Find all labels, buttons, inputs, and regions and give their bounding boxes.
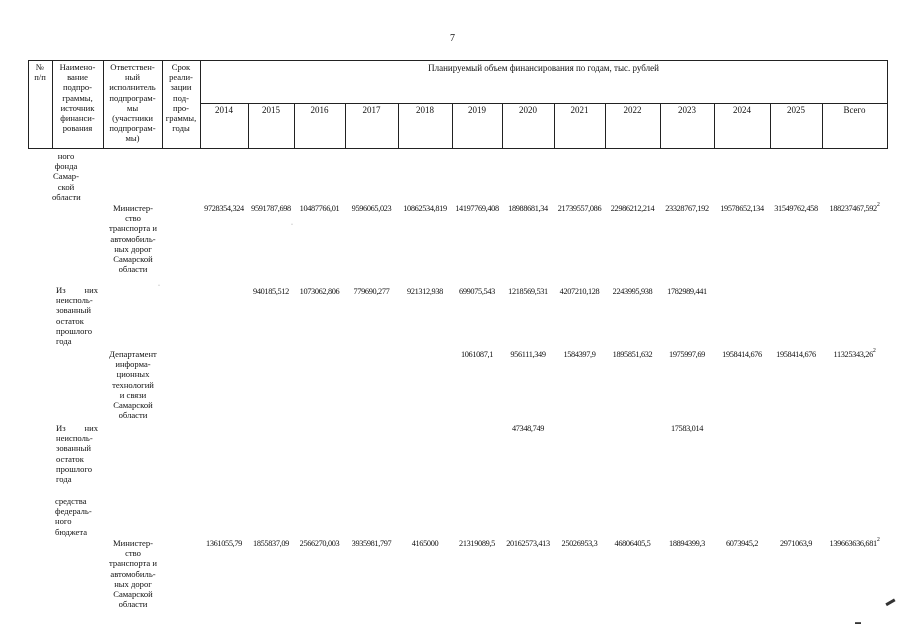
value-cell: 2243995,938 — [612, 287, 653, 296]
value-cell: 1958414,676 — [776, 350, 816, 359]
year-2019: 2019 — [468, 105, 486, 115]
year-2025: 2025 — [787, 105, 805, 115]
executor-ministry-transport-federal: Министер- ство транспорта и автомобиль- ных дорог Самарской области — [109, 538, 157, 610]
value-cell: 22986212,214 — [610, 204, 655, 213]
value-cell: 20162573,413 — [506, 539, 550, 548]
source-name-federal-budget: средства федераль- ного бюджета — [55, 496, 92, 537]
header-col-executor: Ответствен- ный исполнитель подпрограм- мы (участники подпрограм- мы) — [109, 62, 156, 144]
total-cell: 139663636,681$^2$ — [829, 537, 880, 548]
page-number: 7 — [450, 33, 455, 44]
scan-speck: ▬ — [882, 594, 898, 609]
value-cell: 779690,277 — [353, 287, 390, 296]
value-cell: 31549762,458 — [774, 204, 818, 213]
value-cell: 47348,749 — [511, 424, 545, 433]
value-cell: 2566270,003 — [299, 539, 340, 548]
value-cell: 4165000 — [411, 539, 439, 548]
value-cell: 21739557,086 — [557, 204, 602, 213]
value-cell: 1361055,79 — [206, 539, 242, 548]
header-col-term: Срок реали- зации под- про- граммы, годы — [165, 62, 197, 134]
value-cell: 1895851,632 — [612, 350, 653, 359]
year-2015: 2015 — [262, 105, 280, 115]
year-total: Всего — [843, 105, 866, 115]
source-name-unused-balance-it: Из них неисполь- зованный остаток прошлого года — [56, 423, 98, 485]
value-cell: 9596065,023 — [351, 204, 392, 213]
value-cell: 9591787,698 — [251, 204, 291, 213]
value-cell: 1584397,9 — [563, 350, 596, 359]
value-cell: 21319089,5 — [459, 539, 495, 548]
value-cell: 4207210,128 — [559, 287, 600, 296]
value-cell: 1061087,1 — [460, 350, 494, 359]
header-funding-title: Планируемый объем финансирования по годам, тыс. рублей — [428, 63, 659, 73]
value-cell: 46806405,5 — [614, 539, 651, 548]
executor-department-it: Департамент информа- ционных технологий и связи Самарской области — [109, 349, 157, 421]
value-cell: 25026953,3 — [561, 539, 598, 548]
value-cell: 10487766,01 — [299, 204, 340, 213]
value-cell: 921312,938 — [407, 287, 443, 296]
header-col-number: № п/п — [34, 62, 46, 83]
value-cell: 956111,349 — [510, 350, 546, 359]
value-cell: 10862534,819 — [403, 204, 447, 213]
year-2024: 2024 — [733, 105, 751, 115]
value-cell: 1958414,676 — [722, 350, 762, 359]
year-2016: 2016 — [310, 105, 329, 115]
value-cell: 9728354,324 — [204, 204, 244, 213]
value-cell: 1218569,531 — [508, 287, 548, 296]
value-cell: 1782989,441 — [667, 287, 707, 296]
value-cell: 18894399,3 — [669, 539, 705, 548]
year-2021: 2021 — [570, 105, 589, 115]
year-2022: 2022 — [623, 105, 642, 115]
scan-speck: · — [158, 283, 160, 289]
value-cell: 1073062,806 — [299, 287, 340, 296]
year-2014: 2014 — [215, 105, 233, 115]
value-cell: 2971063,9 — [779, 539, 813, 548]
value-cell: 6073945,2 — [725, 539, 759, 548]
value-cell: 19578652,134 — [720, 204, 764, 213]
value-cell: 14197769,408 — [455, 204, 499, 213]
scan-speck: · — [291, 222, 293, 228]
value-cell: 940185,512 — [253, 287, 289, 296]
year-2020: 2020 — [519, 105, 537, 115]
year-2017: 2017 — [362, 105, 381, 115]
value-cell: 699075,543 — [459, 287, 495, 296]
year-2018: 2018 — [416, 105, 434, 115]
value-cell: 17583,014 — [670, 424, 704, 433]
value-cell: 3935981,797 — [351, 539, 392, 548]
value-cell: 1975997,69 — [669, 350, 705, 359]
value-cell: 23328767,192 — [665, 204, 709, 213]
value-cell: 1855837,09 — [253, 539, 289, 548]
total-cell: 11325343,26$^2$ — [833, 348, 876, 359]
value-cell: 18988681,34 — [508, 204, 548, 213]
source-name-unused-balance: Из них неисполь- зованный остаток прошлого года — [56, 285, 98, 347]
total-cell: 188237467,592$^2$ — [829, 202, 880, 213]
executor-ministry-transport: Министер- ство транспорта и автомобиль- ных дорог Самарской области — [109, 203, 157, 275]
scan-speck: ▬ — [855, 620, 861, 626]
header-col-name: Наимено- вание подпро- граммы, источник финанси- рования — [59, 62, 96, 134]
source-name-regional-fund: ного фонда Самар- ской области — [52, 151, 81, 202]
year-2023: 2023 — [678, 105, 696, 115]
